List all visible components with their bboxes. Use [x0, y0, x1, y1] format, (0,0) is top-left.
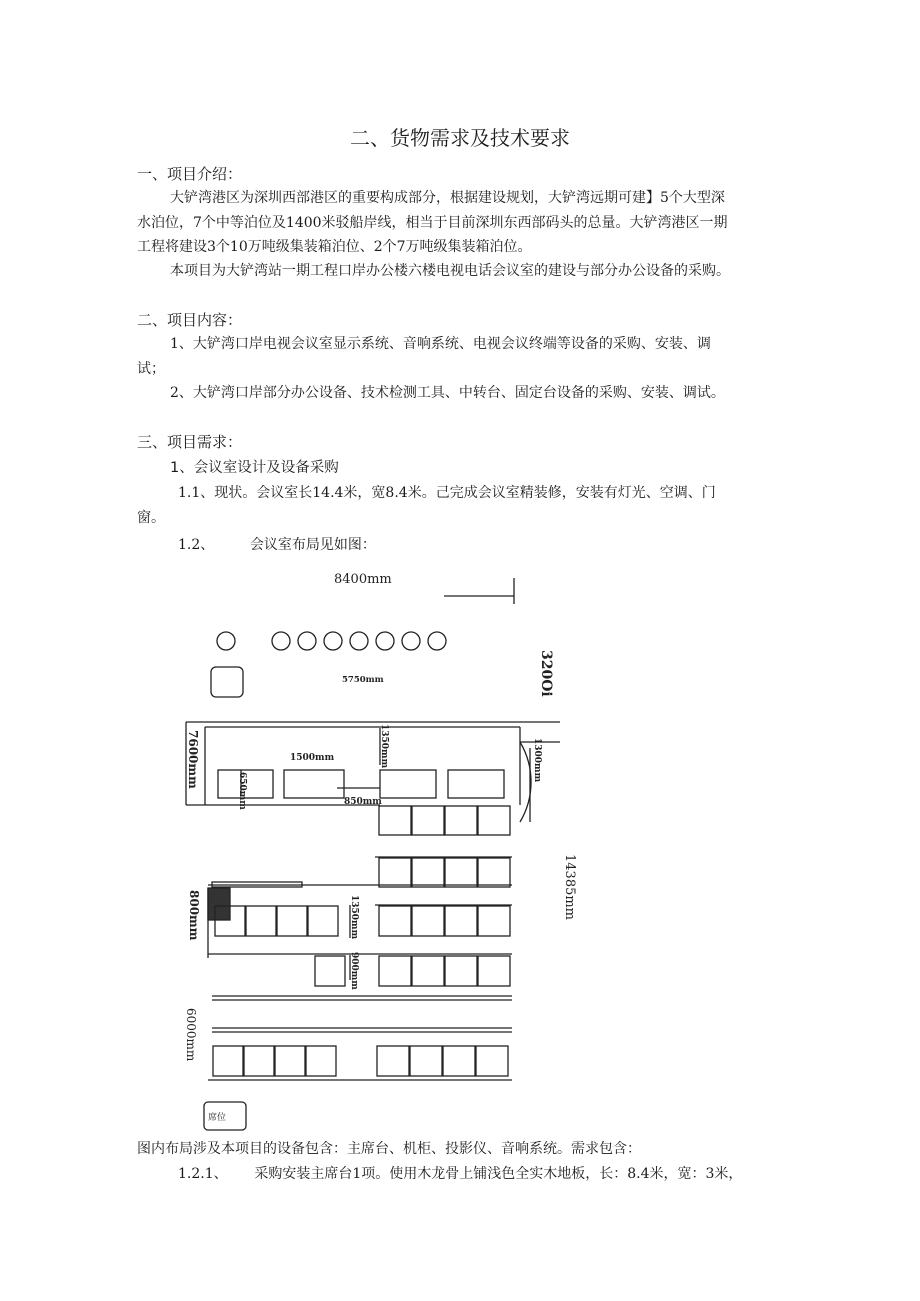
cabinet-box	[211, 667, 243, 697]
label-left-height: 7600mm	[186, 730, 200, 789]
section2-line-1: 1、大铲湾口岸电视会议室显示系统、音响系统、电视会议终端等设备的采购、安装、调	[170, 336, 711, 352]
chair	[308, 906, 338, 936]
chair	[275, 1046, 305, 1076]
chair	[412, 956, 444, 986]
chair	[379, 956, 411, 986]
section2-heading: 二、项目内容：	[137, 311, 243, 329]
chair	[244, 1046, 274, 1076]
chair	[445, 956, 477, 986]
label-table-width: 1500mm	[290, 753, 335, 763]
chair	[410, 1046, 442, 1076]
label-row-gap: 900mm	[349, 952, 359, 990]
chair	[246, 906, 276, 936]
section3-heading: 三、项目需求：	[137, 433, 243, 451]
chair	[445, 906, 477, 936]
after-line-2: 1.2.1、 采购安装主席台1项。使用木龙骨上铺浅色全实木地板，长：8.4米，宽：3米，	[178, 1166, 743, 1182]
chair	[412, 806, 444, 835]
section1-line-3: 工程将建设3个10万吨级集装箱泊位、2个7万吨级集装箱泊位。	[137, 239, 532, 255]
seat-circle	[350, 632, 368, 650]
chair	[277, 906, 307, 936]
chair	[412, 858, 444, 887]
chair	[315, 956, 345, 986]
label-table-depth: 650mm	[237, 772, 247, 810]
section3-line-1: 1.1、现状。会议室长14.4米，宽8.4米。己完成会议室精装修，安装有灯光、空调、门	[178, 485, 716, 501]
label-left-800: 800mm	[187, 890, 201, 941]
chair	[478, 806, 510, 835]
front-table	[284, 770, 344, 798]
chair	[445, 806, 477, 835]
chair	[478, 858, 510, 887]
section1-line-4: 本项目为大铲湾站一期工程口岸办公楼六楼电视电话会议室的建设与部分办公设备的采购。	[170, 263, 730, 279]
label-room-length: 14385mm	[562, 854, 577, 921]
chair	[478, 906, 510, 936]
seat-circle	[402, 632, 420, 650]
section3-subheading: 1、会议室设计及设备采购	[170, 460, 339, 476]
section3-line-3: 1.2、 会议室布局见如图：	[178, 537, 376, 553]
section2-line-3: 2、大铲湾口岸部分办公设备、技术检测工具、中转台、固定台设备的采购、安装、调试。	[170, 385, 725, 401]
chair	[379, 806, 411, 835]
label-left-6000: 6000mm	[184, 1008, 198, 1062]
section1-heading: 一、项目介绍：	[137, 165, 243, 183]
label-gap-mid: 1350mm	[349, 895, 359, 940]
chair	[443, 1046, 475, 1076]
label-top-right: 320Oi	[538, 650, 554, 697]
chair	[379, 906, 411, 936]
seat-circle	[428, 632, 446, 650]
chair	[478, 956, 510, 986]
label-door: 1300mm	[532, 738, 542, 783]
label-width-total: 8400mm	[334, 572, 392, 587]
chair	[379, 858, 411, 887]
section1-line-2: 水泊位，7个中等泊位及1400米驳船岸线，相当于目前深圳东西部码头的总量。大铲湾港区一期	[137, 215, 728, 231]
after-line-1: 图内布局涉及本项目的设备包含：主席台、机柜、投影仪、音响系统。需求包含：	[137, 1141, 641, 1157]
chair	[377, 1046, 409, 1076]
front-table	[380, 770, 436, 798]
seat-circle	[324, 632, 342, 650]
chair	[412, 906, 444, 936]
chair	[445, 858, 477, 887]
meeting-room-floorplan	[0, 560, 920, 1140]
section3-line-2: 窗。	[137, 510, 165, 526]
section2-line-2: 试；	[137, 361, 165, 377]
seat-circle	[376, 632, 394, 650]
seat-circle	[272, 632, 290, 650]
front-table	[448, 770, 504, 798]
chair	[476, 1046, 508, 1076]
page-title: 二、货物需求及技术要求	[350, 126, 570, 150]
seat-circle	[298, 632, 316, 650]
label-mid-width: 5750mm	[342, 675, 384, 685]
chair	[306, 1046, 336, 1076]
chair	[213, 1046, 243, 1076]
section1-line-1: 大铲湾港区为深圳西部港区的重要构成部分，根据建设规划，大铲湾远期可建】5个大型深	[170, 190, 725, 206]
seat-circle	[217, 632, 235, 650]
label-bottom-box: 席位	[208, 1113, 227, 1123]
label-aisle: 850mm	[344, 797, 382, 807]
left-wall-block	[208, 888, 230, 920]
label-gap-top: 1350mm	[379, 724, 389, 769]
